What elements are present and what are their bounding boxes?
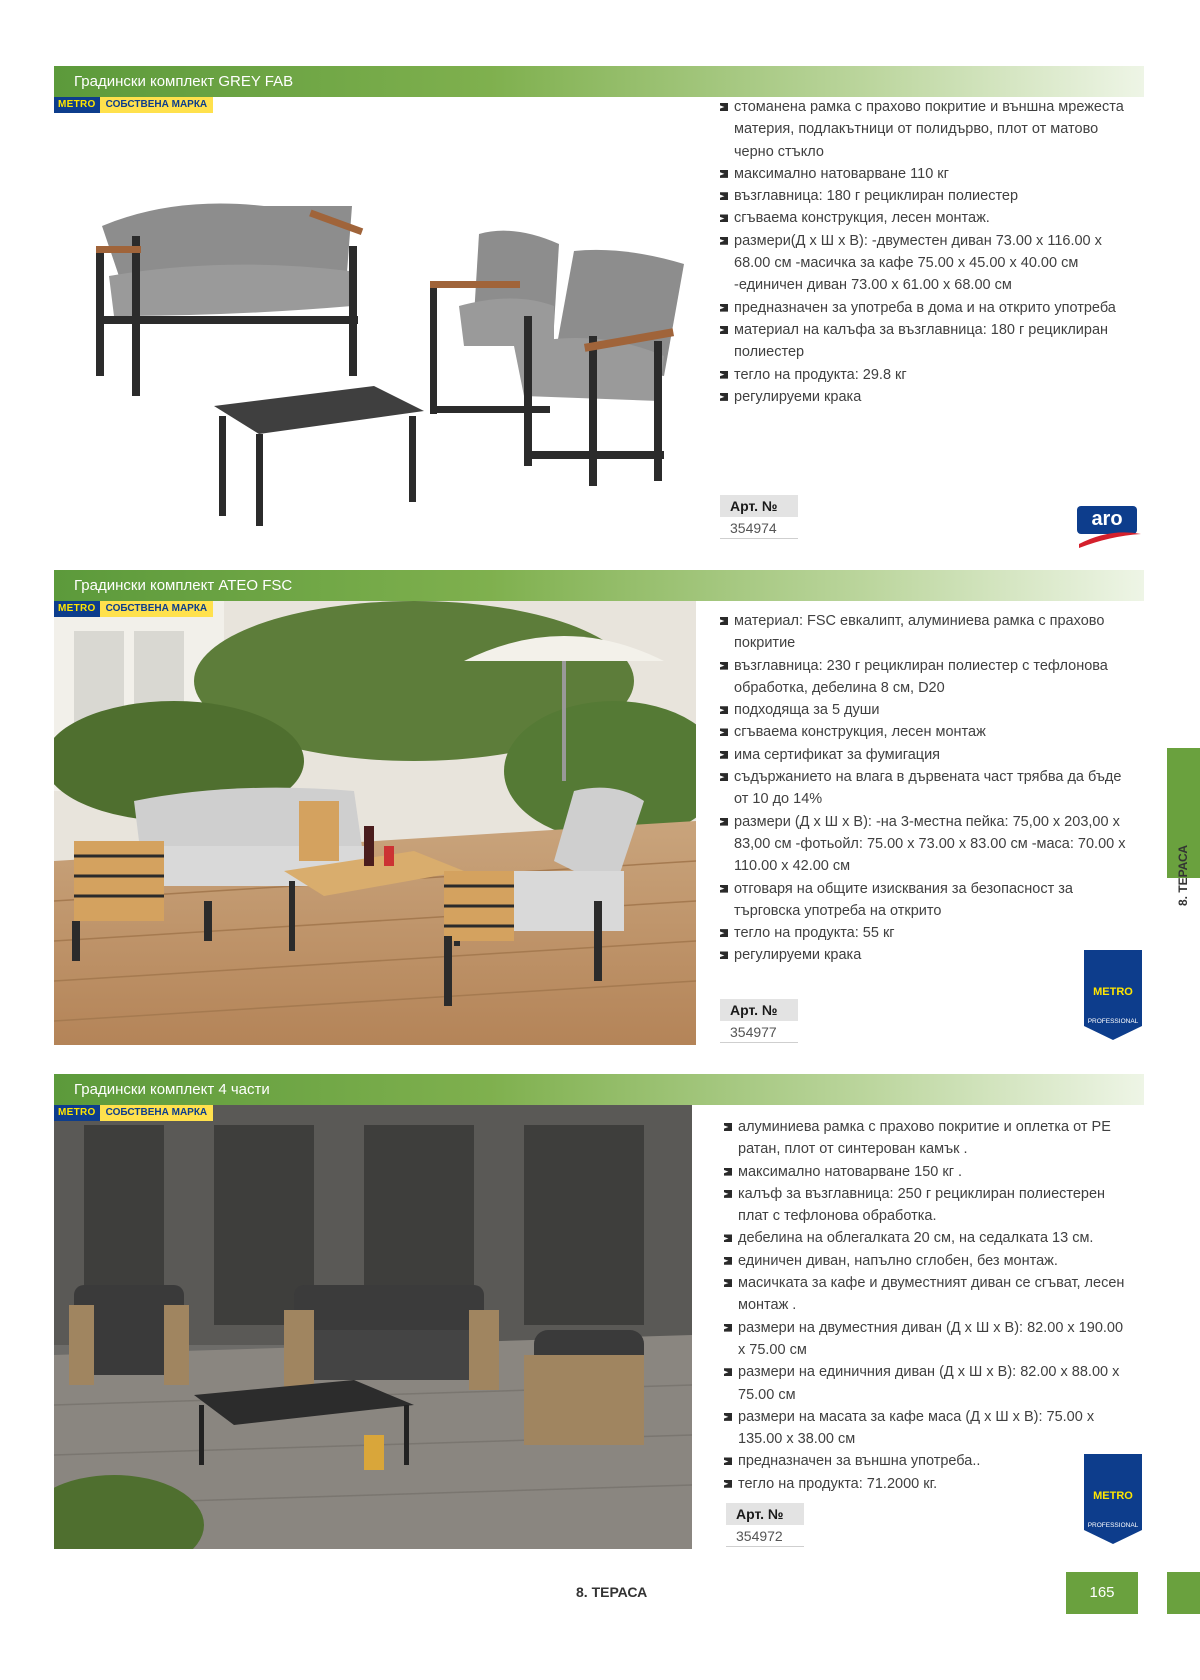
feature-item: алуминиева рамка с прахово покритие и оплетка от PE ратан, плот от синтерован камък . (724, 1116, 1130, 1161)
own-brand-label: СОБСТВЕНА МАРКА (100, 1105, 214, 1121)
feature-item: тегло на продукта: 55 кг (720, 922, 1130, 944)
product-section-ateo-fsc (54, 570, 1144, 1050)
feature-item: регулируеми крака (720, 386, 1130, 408)
feature-item: тегло на продукта: 29.8 кг (720, 364, 1130, 386)
feature-item: размери на двуместния диван (Д х Ш х В): 82.00 х 190.00 х 75.00 см (724, 1317, 1130, 1362)
product-title-bar (54, 570, 1144, 601)
own-brand-label: СОБСТВЕНА МАРКА (100, 601, 214, 617)
armchair-illustration-left (69, 1285, 189, 1385)
feature-item: предназначен за външна употреба.. (724, 1450, 1130, 1472)
article-number-label: Арт. № (720, 999, 798, 1021)
own-brand-badge (54, 1105, 213, 1121)
product-title-bar (54, 1074, 1144, 1105)
feature-item: максимално натоварване 150 кг . (724, 1161, 1130, 1183)
feature-list (720, 96, 1130, 408)
feature-item: материал: FSC евкалипт, алуминиева рамка с прахово покритие (720, 610, 1130, 655)
armchair-illustration-right (524, 1330, 644, 1445)
page-number: 165 (1066, 1572, 1138, 1614)
feature-item: стоманена рамка с прахово покритие и външна мрежеста материя, подлакътници от полидърво, плот от матово черно стъкло (720, 96, 1130, 163)
feature-item: сгъваема конструкция, лесен монтаж (720, 721, 1130, 743)
feature-item: масичката за кафе и двуместният диван се сгъват, лесен монтаж . (724, 1272, 1130, 1317)
feature-item: отговаря на общите изисквания за безопасност за търговска употреба на открито (720, 878, 1130, 923)
professional-logo-text: PROFESSIONAL (1087, 1522, 1139, 1529)
article-number-label: Арт. № (720, 495, 798, 517)
metro-professional-logo (1084, 950, 1142, 1044)
coffee-table-illustration (214, 386, 424, 526)
product-title: Градински комплект 4 части (74, 1081, 270, 1098)
professional-logo-text: PROFESSIONAL (1087, 1018, 1139, 1025)
feature-item: размери(Д х Ш х В): -двуместен диван 73.00 х 116.00 х 68.00 см -масичка за кафе 75.00 х 45.00 х 40.00 см -единичен диван 73.00 х 61.00 х 68.00 см (720, 230, 1130, 297)
product-title: Градински комплект ATEO FSC (74, 577, 293, 594)
metro-badge-label: METRO (54, 1105, 100, 1121)
feature-list (720, 610, 1130, 967)
product-title-bar (54, 66, 1144, 97)
feature-item: максимално натоварване 110 кг (720, 163, 1130, 185)
metro-logo-text: METRO (1093, 1490, 1133, 1502)
sofa-illustration (284, 1285, 499, 1390)
aro-logo (1075, 506, 1145, 551)
own-brand-badge (54, 97, 213, 113)
feature-item: размери на масата за кафе маса (Д х Ш х В): 75.00 х 135.00 х 38.00 см (724, 1406, 1130, 1451)
article-number: 354972 (726, 1525, 804, 1547)
metro-logo-text: METRO (1093, 986, 1133, 998)
feature-item: възглавница: 230 г рециклиран полиестер с тефлонова обработка, дебелина 8 см, D20 (720, 655, 1130, 700)
own-brand-label: СОБСТВЕНА МАРКА (100, 97, 214, 113)
feature-item: предназначен за употреба в дома и на открито употреба (720, 297, 1130, 319)
metro-badge-label: METRO (54, 601, 100, 617)
feature-item: съдържанието на влага в дървената част трябва да бъде от 10 до 14% (720, 766, 1130, 811)
metro-professional-logo (1084, 1454, 1142, 1548)
feature-item: калъф за възглавница: 250 г рециклиран полиестерен плат с тефлонова обработка. (724, 1183, 1130, 1228)
feature-list (724, 1116, 1130, 1495)
feature-item: възглавница: 180 г рециклиран полиестер (720, 185, 1130, 207)
feature-item: размери (Д х Ш х В): -на 3-местна пейка: 75,00 х 203,00 х 83,00 см -фотьойл: 75.00 х 73.00 х 83.00 см -маса: 70.00 х 110.00 х 42.00 см (720, 811, 1130, 878)
feature-item: дебелина на облегалката 20 см, на седалката 13 см. (724, 1227, 1130, 1249)
own-brand-badge (54, 601, 213, 617)
feature-item: има сертификат за фумигация (720, 744, 1130, 766)
metro-badge-label: METRO (54, 97, 100, 113)
footer-section-label: 8. ТЕРАСА (576, 1584, 648, 1600)
article-number-label: Арт. № (726, 1503, 804, 1525)
article-number: 354977 (720, 1021, 798, 1043)
product-section-grey-fab (54, 66, 1144, 546)
footer-corner-tab (1167, 1572, 1200, 1614)
article-number: 354974 (720, 517, 798, 539)
feature-item: тегло на продукта: 71.2000 кг. (724, 1473, 1130, 1495)
product-image-ateo-fsc (54, 601, 696, 1045)
product-image-grey-fab (84, 166, 734, 526)
feature-item: материал на калъфа за възглавница: 180 г рециклиран полиестер (720, 319, 1130, 364)
feature-item: размери на единичния диван (Д х Ш х В): 82.00 х 88.00 х 75.00 см (724, 1361, 1130, 1406)
sofa-illustration (96, 204, 363, 397)
product-title: Градински комплект GREY FAB (74, 73, 294, 90)
section-side-label: 8. ТЕРАСА (1176, 844, 1190, 906)
aro-logo-text: aro (1077, 506, 1137, 534)
feature-item: сгъваема конструкция, лесен монтаж. (720, 207, 1130, 229)
feature-item: подходяща за 5 души (720, 699, 1130, 721)
product-image-4-parts (54, 1105, 692, 1549)
feature-item: единичен диван, напълно сглобен, без монтаж. (724, 1250, 1130, 1272)
feature-item: регулируеми крака (720, 944, 1130, 966)
product-section-4-parts (54, 1074, 1144, 1554)
